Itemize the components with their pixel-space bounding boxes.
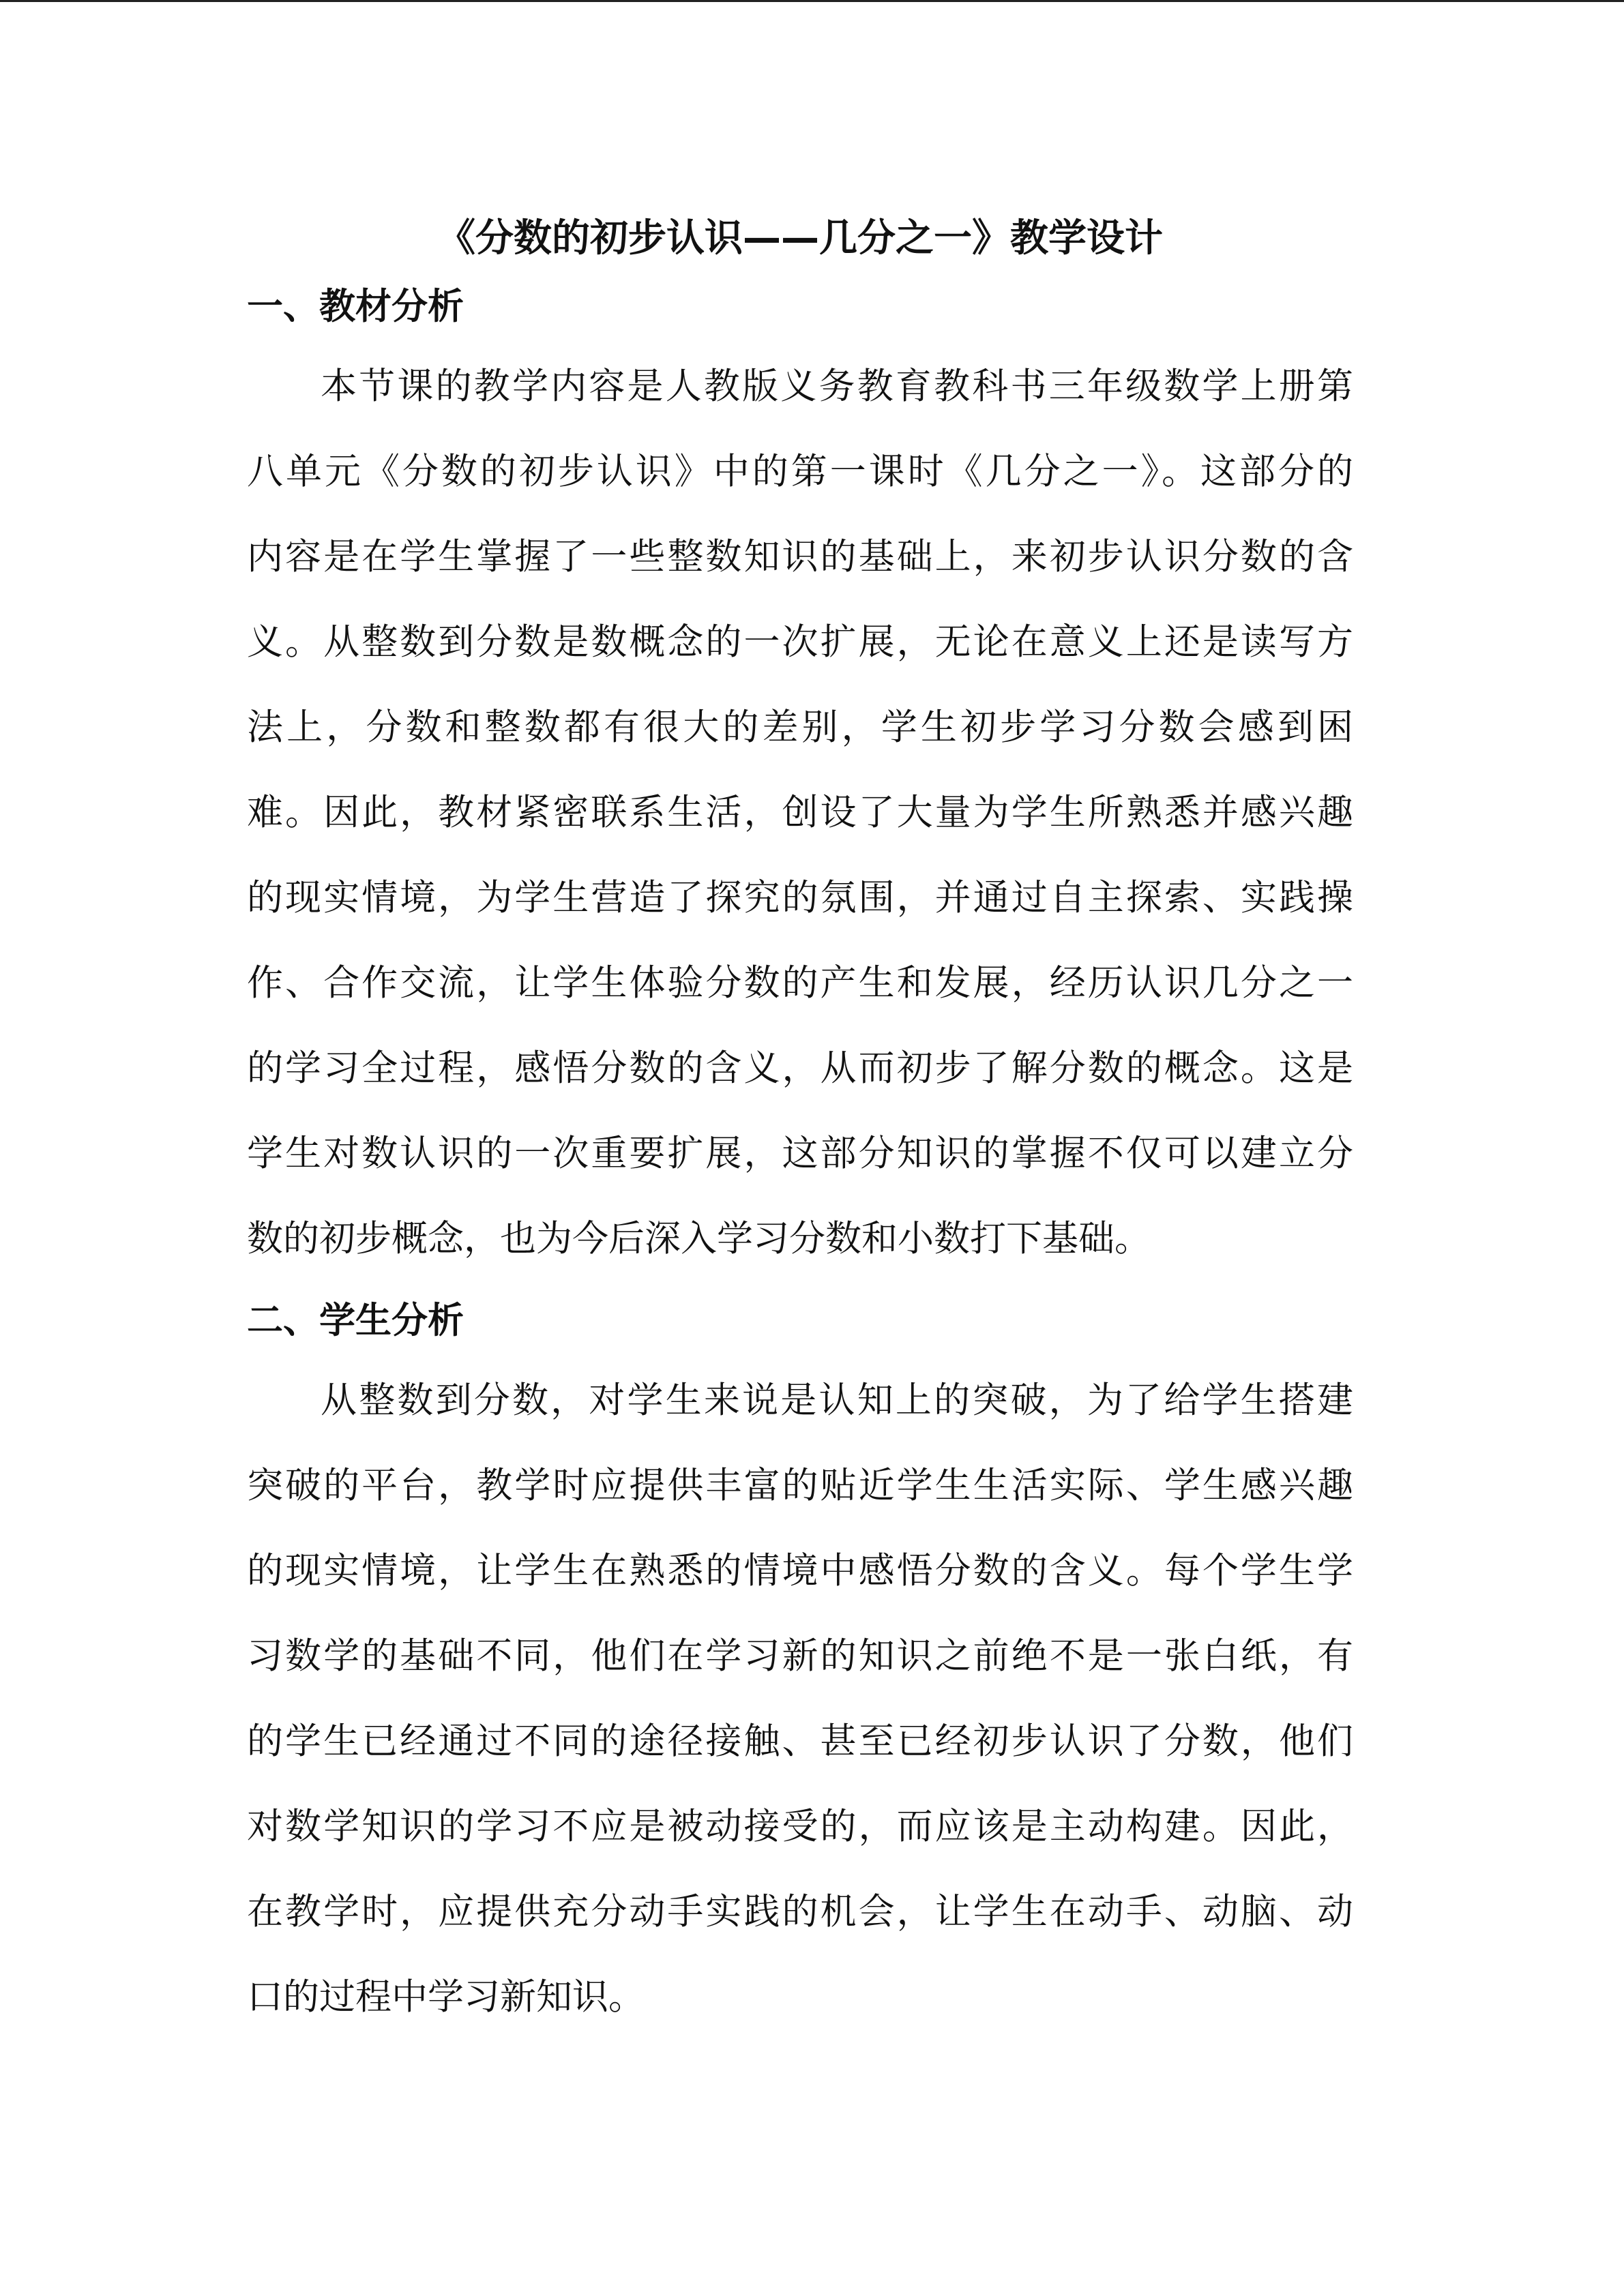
section-student-analysis <box>247 1287 1353 2040</box>
paragraph-line: 作、合作交流，让学生体验分数的产生和发展，经历认识几分之一 <box>247 962 1353 1004</box>
paragraph-line: 对数学知识的学习不应是被动接受的，而应该是主动构建。因此， <box>247 1806 1353 1847</box>
paragraph-line: 的现实情境，让学生在熟悉的情境中感悟分数的含义。每个学生学 <box>247 1550 1353 1592</box>
paragraph-line: 八单元《分数的初步认识》中的第一课时《几分之一》。这部分的 <box>247 451 1353 492</box>
paragraph-line: 学生对数认识的一次重要扩展，这部分知识的掌握不仅可以建立分 <box>247 1133 1353 1174</box>
paragraph-line: 突破的平台，教学时应提供丰富的贴近学生生活实际、学生感兴趣 <box>247 1465 1353 1506</box>
section-heading: 二、学生分析 <box>247 1300 464 1341</box>
section-paragraph <box>247 1358 1353 2040</box>
paragraph-line: 义。从整数到分数是数概念的一次扩展，无论在意义上还是读写方 <box>247 621 1353 663</box>
document-page <box>247 205 1353 2040</box>
section-textbook-analysis <box>247 273 1353 1281</box>
paragraph-line: 口的过程中学习新知识。 <box>247 1976 645 2018</box>
paragraph-line: 的学习全过程，感悟分数的含义，从而初步了解分数的概念。这是 <box>247 1047 1353 1089</box>
paragraph-line: 习数学的基础不同，他们在学习新的知识之前绝不是一张白纸，有 <box>247 1635 1353 1677</box>
top-border <box>0 0 1624 2</box>
paragraph-line: 难。因此，教材紧密联系生活，创设了大量为学生所熟悉并感兴趣 <box>247 792 1353 833</box>
document-title: 《分数的初步认识——几分之一》教学设计 <box>437 216 1163 260</box>
paragraph-line: 内容是在学生掌握了一些整数知识的基础上，来初步认识分数的含 <box>247 536 1353 578</box>
paragraph-line: 从整数到分数，对学生来说是认知上的突破，为了给学生搭建 <box>321 1380 1353 1421</box>
paragraph-line: 的现实情境，为学生营造了探究的氛围，并通过自主探索、实践操 <box>247 877 1353 919</box>
paragraph-line: 本节课的教学内容是人教版义务教育教科书三年级数学上册第 <box>321 366 1353 407</box>
paragraph-line: 在教学时，应提供充分动手实践的机会，让学生在动手、动脑、动 <box>247 1891 1353 1933</box>
section-heading: 一、教材分析 <box>247 286 464 327</box>
paragraph-line: 的学生已经通过不同的途径接触、甚至已经初步认识了分数，他们 <box>247 1720 1353 1762</box>
section-paragraph <box>247 344 1353 1281</box>
paragraph-line: 数的初步概念，也为今后深入学习分数和小数打下基础。 <box>247 1218 1151 1259</box>
paragraph-line: 法上，分数和整数都有很大的差别，学生初步学习分数会感到困 <box>247 706 1353 748</box>
